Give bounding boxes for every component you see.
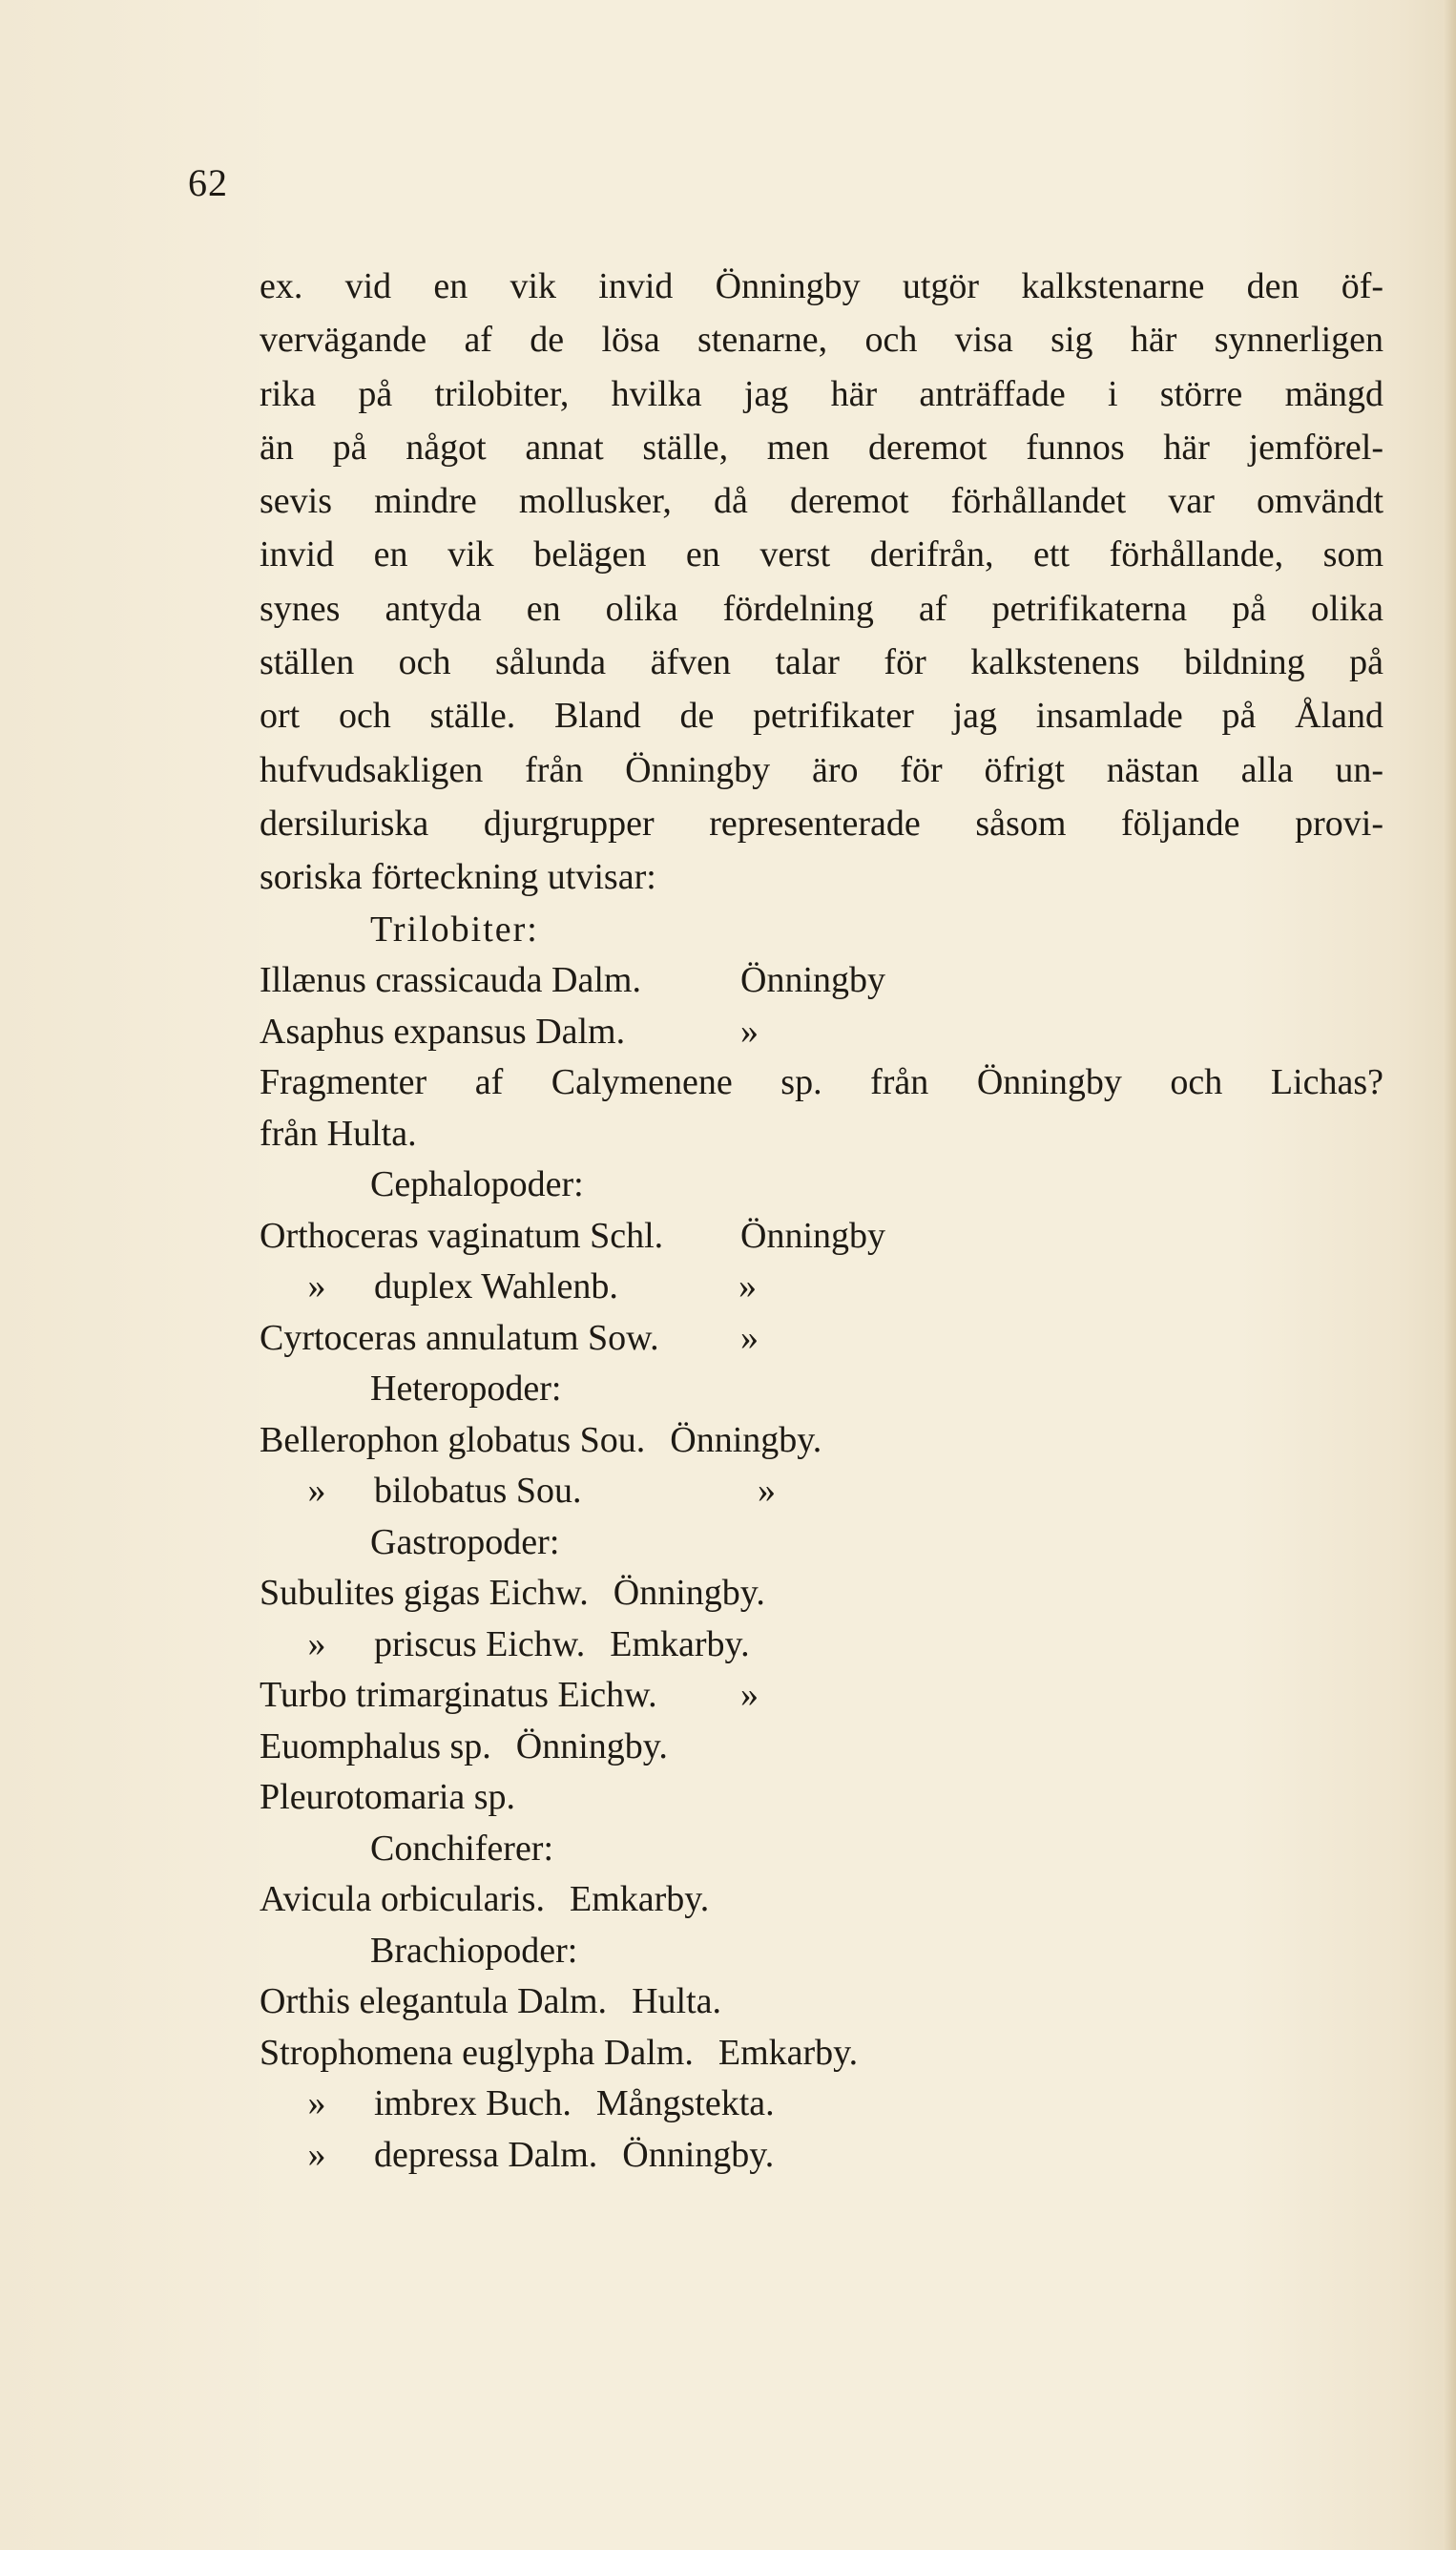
group-heading-conchiferer: Conchiferer:: [370, 1828, 554, 1869]
species-entry: [260, 2130, 1383, 2182]
species-locality: Önningby.: [515, 1725, 668, 1766]
species-locality: »: [738, 1266, 757, 1307]
species-name: Orthoceras vaginatum Schl.: [260, 1215, 664, 1256]
paragraph-line: hufvudsakligen från Önningby äro för öfrigt nästan alla un-: [260, 749, 1383, 790]
species-entry: [260, 1262, 1383, 1313]
species-locality: Mångstekta.: [595, 2083, 775, 2124]
species-name: Cyrtoceras annulatum Sow.: [260, 1317, 659, 1358]
species-name: priscus Eichw.: [374, 1623, 586, 1664]
species-locality: Hulta.: [632, 1981, 721, 2022]
species-locality: Önningby.: [613, 1573, 765, 1614]
species-entry: [260, 1415, 1383, 1467]
page-number: 62: [188, 161, 228, 204]
species-name: Turbo trimarginatus Eichw.: [260, 1675, 657, 1716]
paragraph-line: synes antyda en olika fördelning af petrifikaterna på olika: [260, 588, 1383, 629]
species-entry: [260, 2028, 1383, 2080]
species-entry: [260, 1722, 1383, 1773]
ditto-mark: »: [307, 1471, 326, 1512]
species-name: Strophomena euglypha Dalm.: [260, 2032, 694, 2073]
paragraph-line: invid en vik belägen en verst derifrån, ett förhållande, som: [260, 534, 1383, 575]
group-heading-gastropoder: Gastropoder:: [370, 1521, 560, 1562]
species-name: Illænus crassicauda Dalm.: [260, 960, 641, 1001]
species-name: Euomphalus sp.: [260, 1725, 491, 1766]
species-locality: Önningby.: [622, 2134, 775, 2175]
paragraph-line: vervägande af de lösa stenarne, och visa sig här synnerligen: [260, 320, 1383, 361]
species-entry-fragmenter-cont: från Hulta.: [260, 1113, 417, 1154]
paragraph-line: sevis mindre mollusker, då deremot förhållandet var omvändt: [260, 481, 1383, 522]
species-entry: [260, 2079, 1383, 2130]
group-heading-cephalopoder: Cephalopoder:: [370, 1164, 584, 1205]
paragraph-line: ort och ställe. Bland de petrifikater jag insamlade på Åland: [260, 696, 1383, 737]
paragraph-line: än på något annat ställe, men deremot funnos här jemförel-: [260, 427, 1383, 468]
ditto-mark: »: [307, 2083, 326, 2124]
species-name: bilobatus Sou.: [374, 1471, 582, 1512]
species-entry: [260, 1670, 1383, 1722]
species-name: Subulites gigas Eichw.: [260, 1573, 589, 1614]
species-name: Bellerophon globatus Sou.: [260, 1419, 646, 1460]
ditto-mark: »: [307, 1266, 326, 1307]
paragraph-line: rika på trilobiter, hvilka jag här anträffade i större mängd: [260, 373, 1383, 414]
species-entry: [260, 1007, 1383, 1058]
species-entry: [260, 1568, 1383, 1620]
species-name: depressa Dalm.: [374, 2134, 598, 2175]
group-heading-trilobiter: Trilobiter:: [370, 909, 539, 950]
species-locality: »: [740, 1675, 759, 1716]
species-locality: Emkarby.: [718, 2032, 859, 2073]
species-name: Avicula orbicularis.: [260, 1879, 545, 1920]
species-entry: [260, 1620, 1383, 1671]
species-entry: [260, 955, 1383, 1007]
species-entry: [260, 1976, 1383, 2028]
species-list: [260, 905, 1383, 2182]
species-name: duplex Wahlenb.: [374, 1266, 618, 1307]
species-entry: [260, 1211, 1383, 1263]
species-name: imbrex Buch.: [374, 2083, 572, 2124]
species-locality: »: [758, 1471, 776, 1512]
paragraph: [260, 260, 1383, 905]
species-locality: Önningby.: [670, 1419, 822, 1460]
group-heading-brachiopoder: Brachiopoder:: [370, 1930, 578, 1971]
paragraph-line: ex. vid en vik invid Önningby utgör kalkstenarne den öf-: [260, 266, 1383, 306]
species-name: Orthis elegantula Dalm.: [260, 1981, 608, 2022]
species-name: Asaphus expansus Dalm.: [260, 1011, 626, 1052]
species-locality: Emkarby.: [569, 1879, 710, 1920]
species-locality: Emkarby.: [610, 1623, 750, 1664]
species-locality: »: [740, 1011, 759, 1052]
ditto-mark: »: [307, 1623, 326, 1664]
species-entry: [260, 1313, 1383, 1365]
page-body: [260, 260, 1383, 2181]
species-entry: Pleurotomaria sp.: [260, 1777, 516, 1818]
paragraph-line: soriska förteckning utvisar:: [260, 857, 656, 898]
species-locality: »: [740, 1317, 759, 1358]
species-entry: [260, 1466, 1383, 1517]
page-edge: [1443, 0, 1456, 2550]
species-locality: Önningby: [740, 1215, 885, 1256]
species-locality: Önningby: [740, 960, 885, 1001]
species-entry-fragmenter: Fragmenter af Calymenene sp. från Önningby och Lichas?: [260, 1062, 1383, 1103]
species-entry: [260, 1874, 1383, 1926]
group-heading-heteropoder: Heteropoder:: [370, 1369, 562, 1410]
paragraph-line: dersiluriska djurgrupper representerade såsom följande provi-: [260, 803, 1383, 844]
ditto-mark: »: [307, 2134, 326, 2175]
paragraph-line: ställen och sålunda äfven talar för kalkstenens bildning på: [260, 642, 1383, 683]
